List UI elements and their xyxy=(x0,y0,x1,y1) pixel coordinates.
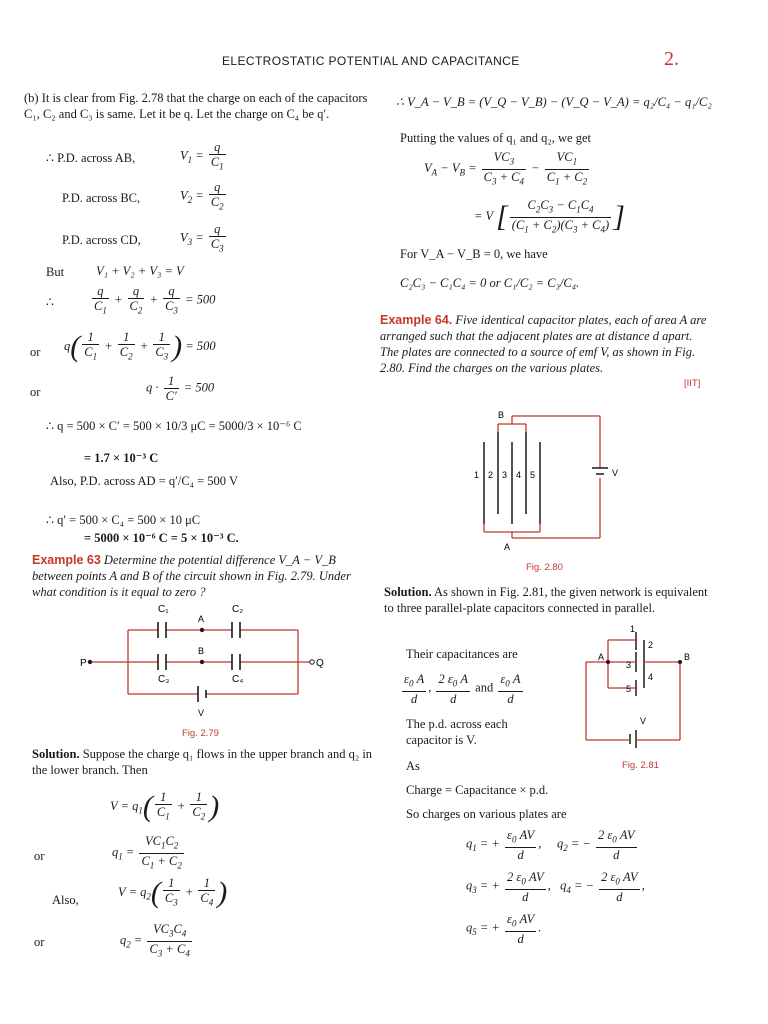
fig281-label-4: 4 xyxy=(648,672,654,682)
eq-500-a: = 500 xyxy=(185,292,216,307)
fig279-label-c4: C₄ xyxy=(232,674,244,685)
fig279-label-b: B xyxy=(198,646,205,656)
fig280-label-a: A xyxy=(504,542,511,552)
fig-2-80-caption: Fig. 2.80 xyxy=(526,562,563,573)
q1-q2-charges: $q_1$ = + $\frac{\varepsilon_0 AV}{d}$ , $q_2$ = − $\frac{2 \varepsilon_0 AV}{d}$ xyxy=(466,828,635,862)
solution-63-text: Suppose the charge q₁ flows in the upper branch and q₂ in the lower branch. Then xyxy=(32,747,373,777)
fig-2-81-caption: Fig. 2.81 xyxy=(622,760,659,771)
example-63-text: Determine the potential difference V_A − V_B between points A and B of the circuit shown in Fig. 2.79. Under what condition is it equal to zero ? xyxy=(32,553,351,599)
or-label-4: or xyxy=(34,935,45,949)
fig280-label-v: V xyxy=(612,468,619,478)
fig281-label-3: 3 xyxy=(626,660,632,670)
fig280-label-2: 2 xyxy=(488,470,494,480)
voltage-sum-equation: V₁ + V₂ + V₃ = V xyxy=(96,264,184,278)
fig280-label-3: 3 xyxy=(502,470,508,480)
fig279-label-q: Q xyxy=(316,658,324,669)
v1-equation: $V_1$ = $\frac{q}{C_1}$ xyxy=(180,140,224,172)
fig281-label-2: 2 xyxy=(648,640,654,650)
fig-2-81-circuit xyxy=(580,622,708,752)
eq-500-b: = 500 xyxy=(185,338,216,353)
pd-bc-label: P.D. across BC, xyxy=(62,191,141,205)
fig280-label-5: 5 xyxy=(530,470,536,480)
example-64-text: Five identical capacitor plates, each of area A are arranged such that the adjacent plates are at distance d apart. The plates are connected to a source of emf V, as shown in Fig. 2.80. Find the charges on the various plates. xyxy=(380,313,707,375)
q1-equation: $q_1$ = $\frac{VC_1C_2}{C_1 + C_2}$ xyxy=(112,834,182,870)
capacitance-values: $\frac{\varepsilon_0 A}{d}$ , $\frac{2 \varepsilon_0 A}{d}$ and $\frac{\varepsilon_0 A}{d}$ xyxy=(404,672,521,706)
q5-charge: $q_5$ = + $\frac{\varepsilon_0 AV}{d}$ . xyxy=(466,912,542,946)
q2-equation: $q_2$ = $\frac{VC_3C_4}{C_3 + C_4}$ xyxy=(120,922,190,958)
q-value-equation: ∴ q = 500 × C′ = 500 × 10/3 μC = 5000/3 × 10⁻⁶ C xyxy=(46,419,302,433)
fig280-label-4: 4 xyxy=(516,470,522,480)
pd-cd-label: P.D. across CD, xyxy=(62,233,141,247)
v3-equation: $V_3$ = $\frac{q}{C_3}$ xyxy=(180,222,224,254)
but-label: But xyxy=(46,265,65,279)
v-q1-equation: $V = q_1$( $\frac{1}{C_1}$ + $\frac{1}{C_2}$ ) xyxy=(110,790,220,823)
therefore-symbol: ∴ xyxy=(46,295,54,309)
qprime-result: = 5000 × 10⁻⁶ C = 5 × 10⁻³ C. xyxy=(84,531,239,545)
charge-sum-equation: $\frac{q}{C_1}$ + $\frac{q}{C_2}$ + $\frac{q}{C_3}$ = 500 xyxy=(94,284,216,316)
bracket-equation: q( $\frac{1}{C_1}$ + $\frac{1}{C_2}$ + $\frac{1}{C_3}$ ) = 500 xyxy=(64,330,216,363)
fig279-label-v: V xyxy=(198,708,205,718)
page-number: 2. xyxy=(664,48,679,70)
vab-expression: $V_A - V_B$ = $\frac{VC_3}{C_3 + C_4}$ − $\frac{VC_1}{C_1 + C_2}$ xyxy=(424,150,588,186)
pd-each-text: The p.d. across each capacitor is V. xyxy=(406,717,508,747)
example-64 xyxy=(380,312,708,376)
so-charges-text: So charges on various plates are xyxy=(406,807,567,821)
pd-ab-label: ∴ P.D. across AB, xyxy=(46,151,136,165)
example-64-label: Example 64. xyxy=(380,313,453,327)
solution-64-text: As shown in Fig. 2.81, the given network is equivalent to three parallel-plate capacitors connected in parallel. xyxy=(384,585,708,615)
q-result: = 1.7 × 10⁻³ C xyxy=(84,451,159,465)
putting-values-text: Putting the values of q₁ and q₂, we get xyxy=(400,131,591,145)
fig279-label-c2: C₂ xyxy=(232,604,244,615)
or-label-1: or xyxy=(30,345,41,359)
fig-2-79-caption: Fig. 2.79 xyxy=(182,728,219,739)
example-63-label: Example 63 xyxy=(32,553,101,567)
v2-equation: $V_2$ = $\frac{q}{C_2}$ xyxy=(180,180,224,212)
q3-q4-charges: $q_3$ = + $\frac{2 \varepsilon_0 AV}{d}$ , $q_4$ = − $\frac{2 \varepsilon_0 AV}{d}$ , xyxy=(466,870,645,904)
as-label: As xyxy=(406,759,420,773)
vab-combined: = V [ $\frac{C_2C_3 - C_1C_4}{(C_1 + C_2)(C_3 + C_4)}$ ] xyxy=(474,198,625,234)
fig279-label-c1: C₁ xyxy=(158,604,169,615)
also-pd-ad: Also, P.D. across AD = q′/C₄ = 500 V xyxy=(50,474,238,488)
fig280-label-1: 1 xyxy=(474,470,480,480)
part-b-paragraph: (b) It is clear from Fig. 2.78 that the charge on each of the capacitors C₁, C₂ and C₃ is same. Let it be q. Let the charge on C₄ be q′. xyxy=(24,91,368,121)
eq-500-c: = 500 xyxy=(183,380,215,395)
solution-64-label: Solution. xyxy=(384,585,432,599)
v-q2-equation: $V = q_2$( $\frac{1}{C_3}$ + $\frac{1}{C_4}$ ) xyxy=(118,876,228,909)
fig281-label-v: V xyxy=(640,716,647,726)
fig281-label-5: 5 xyxy=(626,684,632,694)
capacitances-text: Their capacitances are xyxy=(406,647,518,661)
example-63 xyxy=(32,552,378,600)
solution-63-label: Solution. xyxy=(32,747,80,761)
also-label: Also, xyxy=(52,893,79,907)
solution-63 xyxy=(32,746,378,778)
solution-64 xyxy=(384,584,708,616)
fig279-label-c3: C₃ xyxy=(158,674,170,685)
qprime-equation: ∴ q′ = 500 × C₄ = 500 × 10 μC xyxy=(46,513,201,527)
charge-formula: Charge = Capacitance × p.d. xyxy=(406,783,549,797)
q-over-c-equation: q · $\frac{1}{C'}$ = 500 xyxy=(146,374,215,403)
fig279-label-a: A xyxy=(198,614,205,624)
or-label-2: or xyxy=(30,385,41,399)
fig281-label-b: B xyxy=(684,652,691,662)
for-zero-text: For V_A − V_B = 0, we have xyxy=(400,247,548,261)
running-header: ELECTROSTATIC POTENTIAL AND CAPACITANCE xyxy=(222,54,520,68)
fig281-label-1: 1 xyxy=(630,624,636,634)
fig281-label-a: A xyxy=(598,652,605,662)
fig280-label-b: B xyxy=(498,410,505,420)
fig-2-79-circuit xyxy=(80,600,330,730)
fig279-label-p: P xyxy=(80,658,87,669)
fig-2-80-circuit xyxy=(464,404,624,554)
or-label-3: or xyxy=(34,849,45,863)
vab-difference-equation: ∴ V_A − V_B = (V_Q − V_B) − (V_Q − V_A) = q₂/C₄ − q₁/C₂ xyxy=(396,95,712,109)
iit-tag: [IIT] xyxy=(684,378,701,389)
zero-condition: C₂C₃ − C₁C₄ = 0 or C₁/C₂ = C₃/C₄. xyxy=(400,276,580,290)
and-word: and xyxy=(475,680,494,695)
